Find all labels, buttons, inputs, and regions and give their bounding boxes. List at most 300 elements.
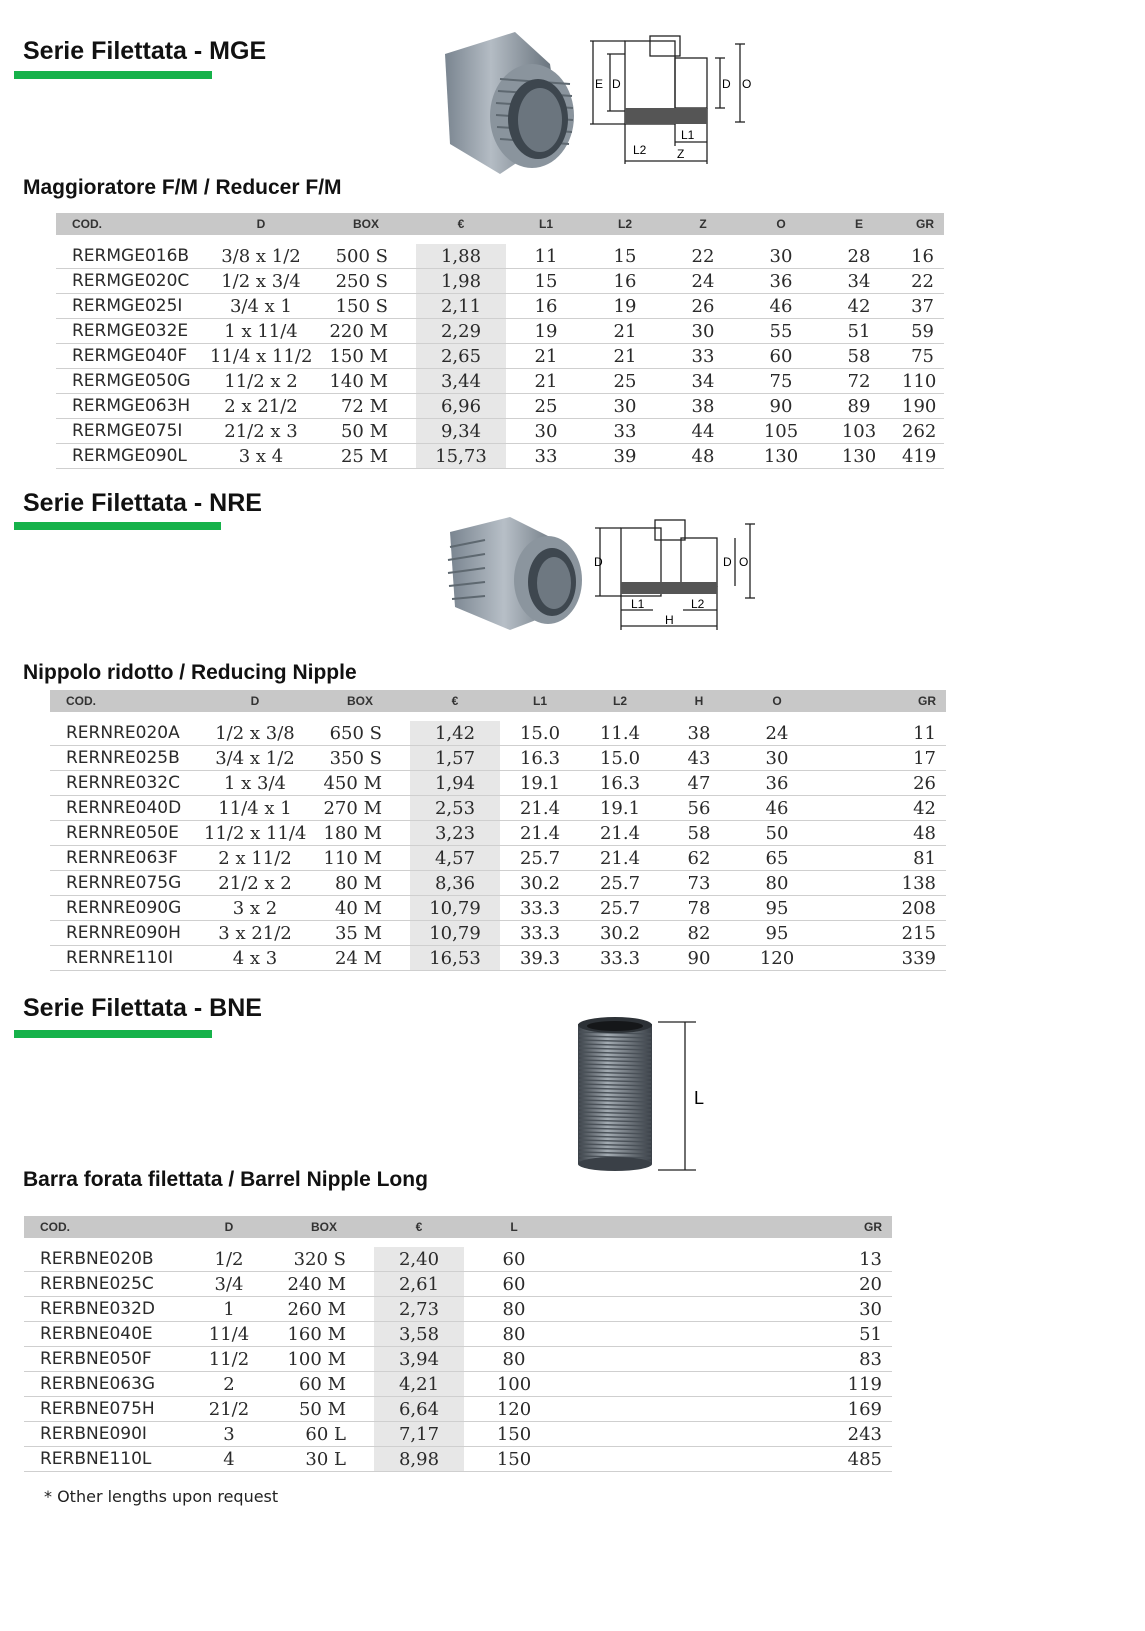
table-cell: 82 <box>660 921 738 946</box>
table-cell: 11/4 <box>184 1322 274 1347</box>
column-header: GR <box>564 1216 892 1238</box>
table-cell: 2,65 <box>416 344 506 369</box>
table-cell: 1/2 <box>184 1247 274 1272</box>
table-cell: 21 <box>586 319 664 344</box>
table-row <box>56 319 944 344</box>
table-cell: 28 <box>820 244 898 269</box>
table-cell: 4 <box>184 1447 274 1472</box>
table-cell: 15.0 <box>500 721 580 746</box>
table-cell: 160 M <box>274 1322 374 1347</box>
column-header: D <box>200 690 310 712</box>
column-header: € <box>374 1216 464 1238</box>
table-cell: 1,98 <box>416 269 506 294</box>
table-cell: 11/4 x 11/2 <box>206 344 316 369</box>
table-cell: RERNRE040D <box>50 796 200 821</box>
table-cell: 20 <box>564 1272 892 1297</box>
table-cell: 2 <box>184 1372 274 1397</box>
mge-label-o: O <box>742 77 752 91</box>
column-header: L1 <box>500 690 580 712</box>
table-cell: 95 <box>738 921 816 946</box>
table-cell: 100 <box>464 1372 564 1397</box>
table-cell: 75 <box>898 344 944 369</box>
table-cell: RERMGE025I <box>56 294 206 319</box>
table-row <box>56 294 944 319</box>
table-cell: 3 <box>184 1422 274 1447</box>
table-cell: 21.4 <box>580 846 660 871</box>
table-row <box>50 896 946 921</box>
table-cell: RERBNE032D <box>24 1297 184 1322</box>
table-row <box>24 1447 892 1472</box>
table-cell: 16 <box>898 244 944 269</box>
table-cell: 4,57 <box>410 846 500 871</box>
table-row <box>50 921 946 946</box>
table-cell: 4 x 3 <box>200 946 310 971</box>
column-header: GR <box>816 690 946 712</box>
bne-label-l: L <box>694 1088 705 1108</box>
table-cell: RERNRE110I <box>50 946 200 971</box>
table-cell: 11 <box>506 244 586 269</box>
table-cell: 30.2 <box>580 921 660 946</box>
section-underline-nre <box>14 522 221 530</box>
table-cell: 3 x 21/2 <box>200 921 310 946</box>
table-cell: 90 <box>742 394 820 419</box>
table-cell: 110 M <box>310 846 410 871</box>
table-cell: 34 <box>820 269 898 294</box>
table-cell: 15 <box>506 269 586 294</box>
table-cell: 80 <box>464 1297 564 1322</box>
table-cell: 169 <box>564 1397 892 1422</box>
table-cell: 3/4 x 1 <box>206 294 316 319</box>
table-cell: RERBNE075H <box>24 1397 184 1422</box>
table-cell: 119 <box>564 1372 892 1397</box>
table-cell: 19.1 <box>580 796 660 821</box>
table-cell: 80 <box>738 871 816 896</box>
table-row <box>56 369 944 394</box>
table-cell: 260 M <box>274 1297 374 1322</box>
table-cell: RERNRE090H <box>50 921 200 946</box>
table-row <box>50 746 946 771</box>
table-cell: 240 M <box>274 1272 374 1297</box>
table-cell: 1/2 x 3/8 <box>200 721 310 746</box>
table-cell: RERNRE025B <box>50 746 200 771</box>
mge-label-l2: L2 <box>633 143 647 157</box>
table-cell: 2 x 11/2 <box>200 846 310 871</box>
bne-product-photo <box>570 1012 720 1177</box>
table-cell: 90 <box>660 946 738 971</box>
table-cell: 21/2 <box>184 1397 274 1422</box>
table-cell: 46 <box>742 294 820 319</box>
table-cell: 34 <box>664 369 742 394</box>
table-cell: 11/2 x 2 <box>206 369 316 394</box>
nre-label-d2: D <box>723 555 732 569</box>
column-header: L2 <box>586 213 664 235</box>
table-cell: 25 M <box>316 444 416 469</box>
table-row <box>24 1297 892 1322</box>
table-cell: 220 M <box>316 319 416 344</box>
table-cell: 650 S <box>310 721 410 746</box>
table-cell: 138 <box>816 871 946 896</box>
table-nre <box>50 690 946 971</box>
nre-technical-drawing <box>595 518 760 636</box>
nre-label-l2: L2 <box>691 597 705 611</box>
table-row <box>50 846 946 871</box>
table-cell: RERNRE063F <box>50 846 200 871</box>
table-cell: RERNRE050E <box>50 821 200 846</box>
table-cell: 30 <box>742 244 820 269</box>
table-cell: RERBNE050F <box>24 1347 184 1372</box>
table-mge <box>56 213 944 469</box>
table-cell: 3,23 <box>410 821 500 846</box>
table-cell: 60 <box>742 344 820 369</box>
column-header: GR <box>898 213 944 235</box>
table-cell: 26 <box>664 294 742 319</box>
table-cell: 48 <box>816 821 946 846</box>
table-cell: 30 L <box>274 1447 374 1472</box>
table-cell: 33 <box>664 344 742 369</box>
table-cell: 11/4 x 1 <box>200 796 310 821</box>
table-cell: 10,79 <box>410 921 500 946</box>
table-cell: 105 <box>742 419 820 444</box>
table-cell: 215 <box>816 921 946 946</box>
table-row <box>50 771 946 796</box>
table-row <box>50 946 946 971</box>
table-cell: RERMGE090L <box>56 444 206 469</box>
table-cell: 1 x 3/4 <box>200 771 310 796</box>
column-header: € <box>410 690 500 712</box>
section-title-bne: Serie Filettata - BNE <box>23 994 262 1022</box>
column-header: L2 <box>580 690 660 712</box>
table-cell: 33.3 <box>580 946 660 971</box>
table-row <box>50 796 946 821</box>
table-cell: 450 M <box>310 771 410 796</box>
table-cell: RERNRE032C <box>50 771 200 796</box>
table-cell: 83 <box>564 1347 892 1372</box>
mge-label-z: Z <box>677 147 685 161</box>
column-header: E <box>820 213 898 235</box>
table-cell: RERNRE090G <box>50 896 200 921</box>
header-spacer <box>56 235 944 244</box>
table-cell: 25.7 <box>580 896 660 921</box>
table-cell: 51 <box>820 319 898 344</box>
table-cell: 6,64 <box>374 1397 464 1422</box>
table-bne <box>24 1216 892 1472</box>
table-cell: 16 <box>586 269 664 294</box>
table-cell: 15 <box>586 244 664 269</box>
table-cell: 208 <box>816 896 946 921</box>
subtitle-bne: Barra forata filettata / Barrel Nipple Long <box>23 1168 428 1191</box>
table-cell: 11 <box>816 721 946 746</box>
table-cell: 30 <box>664 319 742 344</box>
table-cell: 39.3 <box>500 946 580 971</box>
table-row <box>56 444 944 469</box>
section-title-nre: Serie Filettata - NRE <box>23 489 262 517</box>
table-cell: 270 M <box>310 796 410 821</box>
column-header: H <box>660 690 738 712</box>
table-cell: 25 <box>506 394 586 419</box>
table-cell: 15,73 <box>416 444 506 469</box>
table-cell: 21.4 <box>500 796 580 821</box>
table-cell: 50 M <box>274 1397 374 1422</box>
table-cell: 42 <box>816 796 946 821</box>
table-cell: 21 <box>586 344 664 369</box>
column-header: O <box>738 690 816 712</box>
table-cell: 80 <box>464 1347 564 1372</box>
subtitle-mge: Maggioratore F/M / Reducer F/M <box>23 176 342 199</box>
table-cell: 65 <box>738 846 816 871</box>
table-cell: 30 <box>564 1297 892 1322</box>
table-cell: 250 S <box>316 269 416 294</box>
table-cell: 95 <box>738 896 816 921</box>
table-row <box>56 269 944 294</box>
section-underline-mge <box>14 71 212 79</box>
table-row <box>24 1422 892 1447</box>
table-cell: RERMGE050G <box>56 369 206 394</box>
table-cell: 56 <box>660 796 738 821</box>
table-row <box>24 1272 892 1297</box>
nre-label-l1: L1 <box>631 597 645 611</box>
table-cell: RERBNE110L <box>24 1447 184 1472</box>
table-cell: RERMGE020C <box>56 269 206 294</box>
table-cell: 16 <box>506 294 586 319</box>
table-cell: 30.2 <box>500 871 580 896</box>
table-cell: 72 <box>820 369 898 394</box>
table-cell: 350 S <box>310 746 410 771</box>
table-cell: 120 <box>738 946 816 971</box>
table-cell: 150 <box>464 1447 564 1472</box>
table-row <box>50 821 946 846</box>
column-header: € <box>416 213 506 235</box>
nre-product-photo <box>440 512 590 634</box>
table-row <box>24 1247 892 1272</box>
table-cell: 47 <box>660 771 738 796</box>
table-cell: 55 <box>742 319 820 344</box>
spacer-cell <box>50 712 946 721</box>
table-cell: 19 <box>586 294 664 319</box>
table-cell: 3,58 <box>374 1322 464 1347</box>
table-cell: 81 <box>816 846 946 871</box>
footnote: * Other lengths upon request <box>44 1487 279 1506</box>
table-cell: 1,94 <box>410 771 500 796</box>
table-row <box>24 1397 892 1422</box>
table-cell: 320 S <box>274 1247 374 1272</box>
table-header-row <box>24 1216 892 1238</box>
table-cell: 15.0 <box>580 746 660 771</box>
table-cell: 21.4 <box>500 821 580 846</box>
table-cell: 22 <box>898 269 944 294</box>
mge-label-d2: D <box>722 77 731 91</box>
table-cell: 19.1 <box>500 771 580 796</box>
table-cell: 3,94 <box>374 1347 464 1372</box>
table-cell: 103 <box>820 419 898 444</box>
table-cell: 2,40 <box>374 1247 464 1272</box>
table-cell: 78 <box>660 896 738 921</box>
table-cell: 24 M <box>310 946 410 971</box>
table-cell: 11.4 <box>580 721 660 746</box>
table-cell: 419 <box>898 444 944 469</box>
table-row <box>56 394 944 419</box>
spacer-cell <box>56 235 944 244</box>
table-row <box>50 871 946 896</box>
table-cell: 30 <box>506 419 586 444</box>
table-cell: 75 <box>742 369 820 394</box>
table-cell: RERMGE075I <box>56 419 206 444</box>
table-cell: 37 <box>898 294 944 319</box>
table-cell: 35 M <box>310 921 410 946</box>
table-row <box>24 1347 892 1372</box>
table-cell: 24 <box>738 721 816 746</box>
table-cell: 7,17 <box>374 1422 464 1447</box>
table-cell: 1,42 <box>410 721 500 746</box>
table-cell: 51 <box>564 1322 892 1347</box>
table-cell: 100 M <box>274 1347 374 1372</box>
table-cell: 60 <box>464 1272 564 1297</box>
table-cell: 25 <box>586 369 664 394</box>
table-cell: 73 <box>660 871 738 896</box>
table-cell: RERBNE090I <box>24 1422 184 1447</box>
table-cell: 2,53 <box>410 796 500 821</box>
table-cell: 50 <box>738 821 816 846</box>
table-cell: 243 <box>564 1422 892 1447</box>
table-cell: 36 <box>738 771 816 796</box>
table-cell: RERBNE025C <box>24 1272 184 1297</box>
column-header: Z <box>664 213 742 235</box>
table-cell: 11/2 <box>184 1347 274 1372</box>
table-cell: 120 <box>464 1397 564 1422</box>
table-cell: 48 <box>664 444 742 469</box>
section-underline-bne <box>14 1030 212 1038</box>
table-cell: 3/4 x 1/2 <box>200 746 310 771</box>
table-cell: RERBNE063G <box>24 1372 184 1397</box>
table-cell: 60 M <box>274 1372 374 1397</box>
table-cell: 42 <box>820 294 898 319</box>
header-spacer <box>24 1238 892 1247</box>
column-header: COD. <box>24 1216 184 1238</box>
table-header-row <box>50 690 946 712</box>
table-cell: 21 <box>506 344 586 369</box>
table-cell: 2,61 <box>374 1272 464 1297</box>
table-cell: 59 <box>898 319 944 344</box>
table-cell: 22 <box>664 244 742 269</box>
table-cell: 150 <box>464 1422 564 1447</box>
mge-product-photo <box>420 24 580 179</box>
table-cell: 58 <box>820 344 898 369</box>
subtitle-nre: Nippolo ridotto / Reducing Nipple <box>23 661 357 684</box>
table-cell: 21/2 x 2 <box>200 871 310 896</box>
table-cell: 38 <box>664 394 742 419</box>
table-row <box>24 1372 892 1397</box>
table-cell: 8,98 <box>374 1447 464 1472</box>
table-cell: 26 <box>816 771 946 796</box>
table-cell: 1 <box>184 1297 274 1322</box>
table-cell: 33.3 <box>500 921 580 946</box>
table-cell: 190 <box>898 394 944 419</box>
table-cell: 33 <box>506 444 586 469</box>
table-cell: 58 <box>660 821 738 846</box>
table-cell: 60 <box>464 1247 564 1272</box>
table-cell: 485 <box>564 1447 892 1472</box>
table-row <box>24 1322 892 1347</box>
table-cell: 25.7 <box>580 871 660 896</box>
table-cell: 180 M <box>310 821 410 846</box>
table-cell: 21 <box>506 369 586 394</box>
table-cell: 140 M <box>316 369 416 394</box>
table-cell: 21.4 <box>580 821 660 846</box>
table-header-row <box>56 213 944 235</box>
table-cell: 3,44 <box>416 369 506 394</box>
table-cell: 11/2 x 11/4 <box>200 821 310 846</box>
table-cell: 2,73 <box>374 1297 464 1322</box>
column-header: BOX <box>274 1216 374 1238</box>
table-cell: 4,21 <box>374 1372 464 1397</box>
column-header: COD. <box>50 690 200 712</box>
table-cell: 89 <box>820 394 898 419</box>
table-row <box>56 344 944 369</box>
table-cell: 21/2 x 3 <box>206 419 316 444</box>
table-cell: 3 x 2 <box>200 896 310 921</box>
table-cell: 39 <box>586 444 664 469</box>
table-cell: RERBNE040E <box>24 1322 184 1347</box>
table-cell: RERBNE020B <box>24 1247 184 1272</box>
table-cell: 339 <box>816 946 946 971</box>
table-cell: 60 L <box>274 1422 374 1447</box>
table-cell: 16.3 <box>580 771 660 796</box>
table-cell: 30 <box>738 746 816 771</box>
table-cell: 150 S <box>316 294 416 319</box>
table-cell: 1,88 <box>416 244 506 269</box>
table-cell: 13 <box>564 1247 892 1272</box>
table-cell: 36 <box>742 269 820 294</box>
table-cell: 16.3 <box>500 746 580 771</box>
table-cell: 25.7 <box>500 846 580 871</box>
table-cell: RERMGE032E <box>56 319 206 344</box>
mge-label-e: E <box>595 77 604 91</box>
table-cell: 46 <box>738 796 816 821</box>
mge-label-d: D <box>612 77 621 91</box>
table-cell: RERNRE020A <box>50 721 200 746</box>
table-cell: 6,96 <box>416 394 506 419</box>
column-header: D <box>184 1216 274 1238</box>
table-cell: 24 <box>664 269 742 294</box>
nre-label-h: H <box>665 613 674 627</box>
table-cell: RERMGE040F <box>56 344 206 369</box>
nre-label-o: O <box>739 555 749 569</box>
table-cell: RERMGE063H <box>56 394 206 419</box>
table-cell: 33.3 <box>500 896 580 921</box>
table-cell: 1,57 <box>410 746 500 771</box>
table-cell: 72 M <box>316 394 416 419</box>
table-cell: 2,11 <box>416 294 506 319</box>
table-cell: RERMGE016B <box>56 244 206 269</box>
section-title-mge: Serie Filettata - MGE <box>23 37 267 65</box>
column-header: L1 <box>506 213 586 235</box>
table-cell: 130 <box>820 444 898 469</box>
column-header: D <box>206 213 316 235</box>
table-cell: 110 <box>898 369 944 394</box>
table-cell: 43 <box>660 746 738 771</box>
table-cell: 19 <box>506 319 586 344</box>
table-cell: 3 x 4 <box>206 444 316 469</box>
table-cell: 500 S <box>316 244 416 269</box>
table-cell: 16,53 <box>410 946 500 971</box>
table-row <box>56 244 944 269</box>
table-cell: 3/8 x 1/2 <box>206 244 316 269</box>
table-cell: 1 x 11/4 <box>206 319 316 344</box>
column-header: BOX <box>310 690 410 712</box>
table-cell: 130 <box>742 444 820 469</box>
table-cell: 2,29 <box>416 319 506 344</box>
table-cell: RERNRE075G <box>50 871 200 896</box>
table-cell: 10,79 <box>410 896 500 921</box>
